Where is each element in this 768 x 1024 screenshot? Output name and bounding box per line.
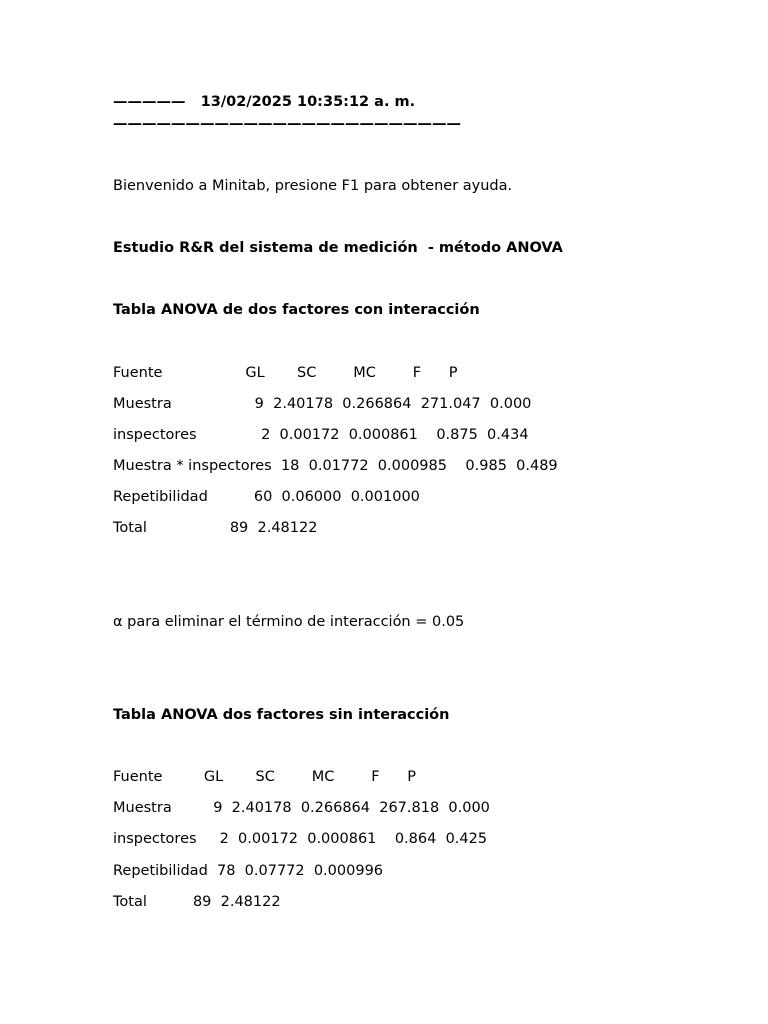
table1-header-row: Fuente GL SC MC F P [113,365,458,381]
table-row: Repetibilidad 60 0.06000 0.001000 [113,489,420,505]
alpha-note: α para eliminar el término de interacción = 0.05 [113,614,465,630]
session-header-timestamp: ————— 13/02/2025 10:35:12 a. m. [113,94,416,110]
welcome-message: Bienvenido a Minitab, presione F1 para obtener ayuda. [113,178,513,194]
table-row: Muestra 9 2.40178 0.266864 271.047 0.000 [113,396,532,412]
table-row: inspectores 2 0.00172 0.000861 0.864 0.425 [113,831,488,847]
table-row: Muestra * inspectores 18 0.01772 0.000985 0.985 0.489 [113,458,558,474]
table-row: Repetibilidad 78 0.07772 0.000996 [113,863,384,879]
table1-title: Tabla ANOVA de dos factores con interacción [113,302,480,318]
table-row: Total 89 2.48122 [113,520,318,536]
table2-header-row: Fuente GL SC MC F P [113,769,416,785]
table-row: inspectores 2 0.00172 0.000861 0.875 0.434 [113,427,529,443]
session-header-rule: ———————————————————————— [113,116,461,132]
study-title: Estudio R&R del sistema de medición - método ANOVA [113,240,563,256]
table-row: Total 89 2.48122 [113,894,281,910]
table2-title: Tabla ANOVA dos factores sin interacción [113,707,450,723]
table-row: Muestra 9 2.40178 0.266864 267.818 0.000 [113,800,490,816]
